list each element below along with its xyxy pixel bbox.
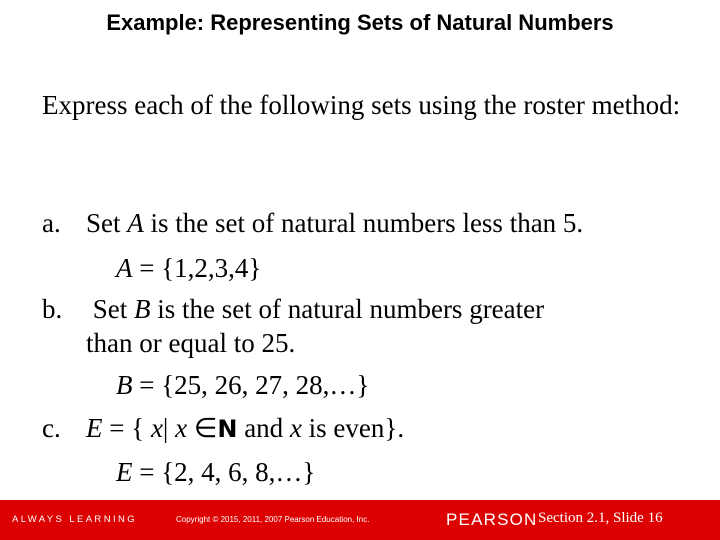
set-builder-text: | [162, 413, 176, 443]
item-letter: b. [42, 294, 63, 324]
answer-value: = {2, 4, 6, 8,…} [132, 457, 316, 487]
natural-numbers-symbol: N [217, 415, 238, 443]
set-variable: A [116, 253, 133, 283]
pearson-logo: PEARSON [446, 510, 538, 529]
answer-a [116, 251, 261, 285]
item-letter: a. [42, 208, 61, 238]
item-letter: c. [42, 413, 61, 443]
variable-x: x [175, 413, 188, 443]
footer-bar [0, 500, 720, 540]
list-item-a [42, 206, 583, 240]
always-learning-text: ALWAYS LEARNING [12, 514, 138, 525]
answer-value: = {25, 26, 27, 28,…} [132, 370, 370, 400]
list-item-b [42, 292, 544, 326]
set-variable: B [116, 370, 133, 400]
set-variable: B [134, 294, 151, 324]
variable-x: x [150, 413, 163, 443]
set-variable: A [127, 208, 144, 238]
item-text: Set [86, 294, 135, 324]
answer-b [116, 368, 369, 402]
intro-text: Express each of the following sets using the roster method: [42, 90, 681, 120]
set-builder-text: is even}. [301, 413, 405, 443]
slide-number: Section 2.1, Slide 16 [538, 510, 663, 526]
variable-x: x [289, 413, 302, 443]
slide-title: Example: Representing Sets of Natural Numbers [106, 10, 614, 35]
element-of-symbol: ∈ [187, 413, 218, 443]
list-item-c [42, 411, 404, 446]
answer-value: = {1,2,3,4} [132, 253, 262, 283]
item-b-continuation: than or equal to 25. [86, 328, 296, 358]
set-builder-text: and [237, 413, 290, 443]
answer-c [116, 455, 315, 489]
set-variable: E [86, 413, 103, 443]
item-text: is the set of natural numbers greater [150, 294, 545, 324]
item-text: is the set of natural numbers less than 5. [143, 208, 584, 238]
copyright-text: Copyright © 2015, 2011, 2007 Pearson Education, Inc. [176, 515, 370, 524]
item-text: Set [86, 208, 128, 238]
set-builder-text: = { [102, 413, 151, 443]
set-variable: E [116, 457, 133, 487]
